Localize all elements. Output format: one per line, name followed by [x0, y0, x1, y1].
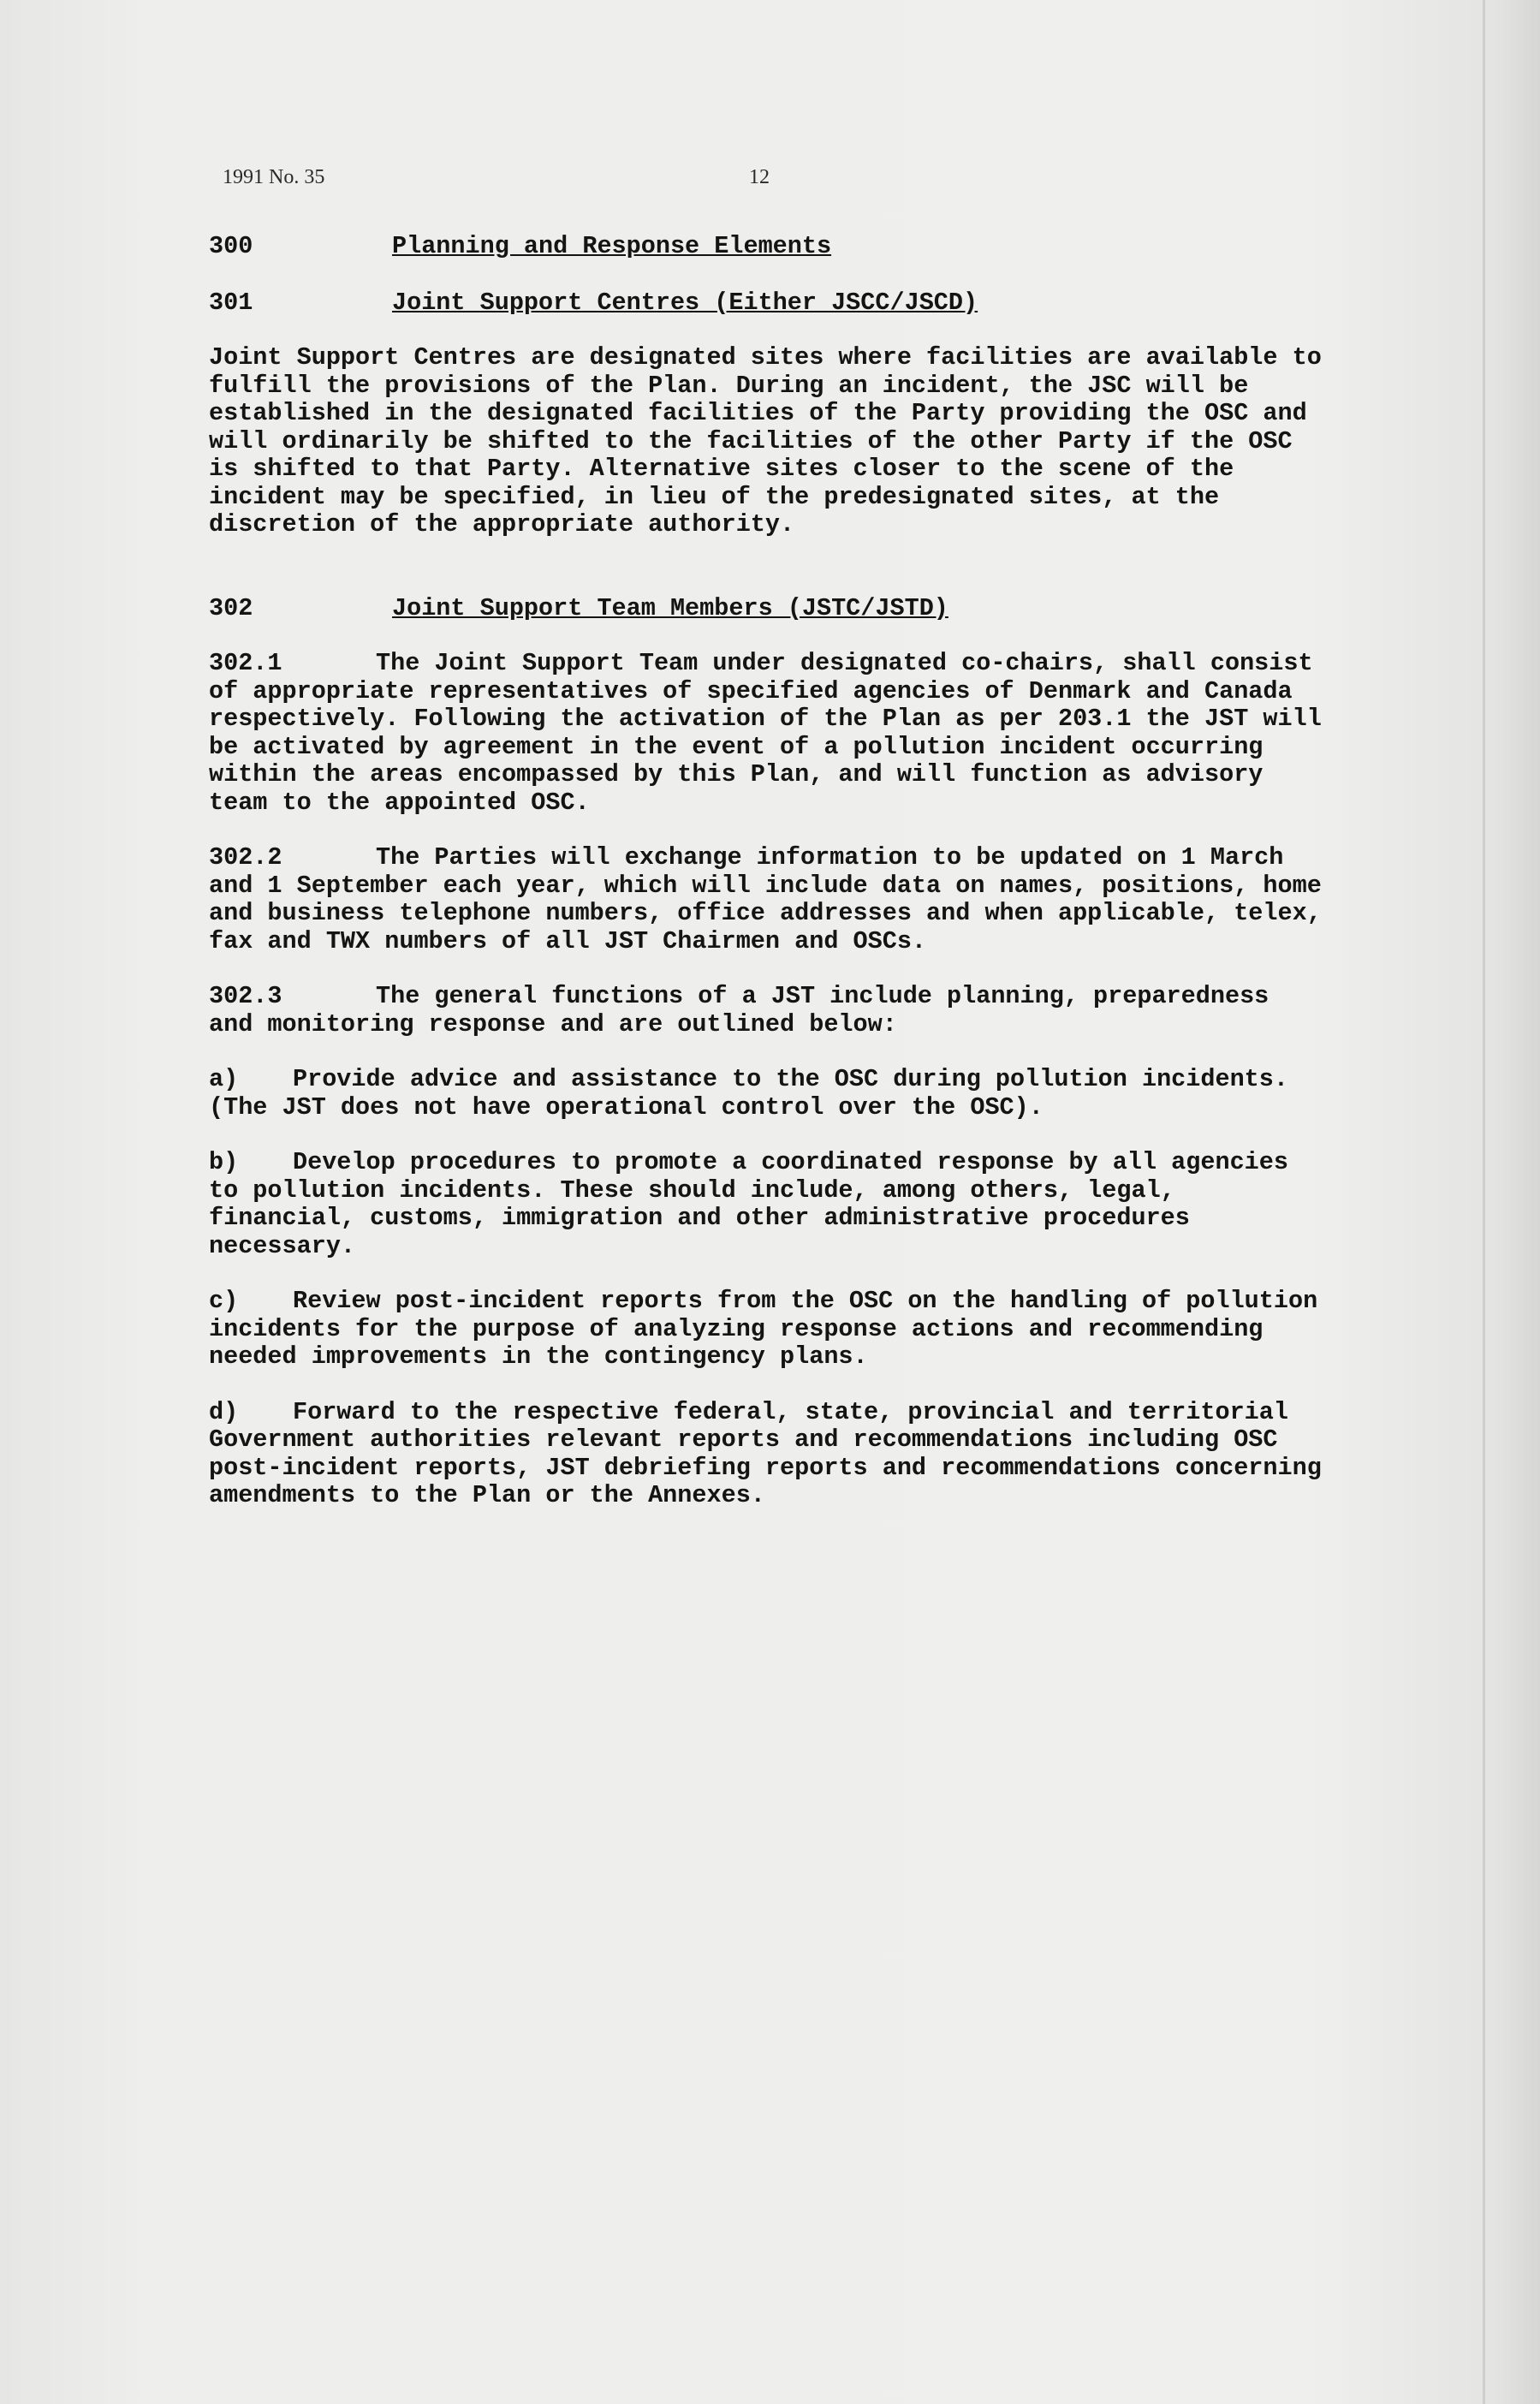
section-301-text: Joint Support Centres are designated sites where facilities are available to fulfill the provisions of the Plan. During an incident, the JSC will be established in the designated facilities of the Party providing the OSC and will ordinarily be shifted to the facilities of the other Party if the OSC is shifted to that Party. Alternative sites closer to the scene of the incident may be specified, in lieu of the predesignated sites, at the discretion of the appropriate authority.	[209, 343, 1322, 539]
paragraph-number: 302.1	[209, 649, 282, 677]
list-item-a	[209, 1066, 1322, 1122]
section-title: Joint Support Team Members (JSTC/JSTD)	[392, 593, 948, 622]
paragraph-text: The Parties will exchange information to be updated on 1 March and 1 September each year, which will include data on names, positions, home and business telephone numbers, office addresses and when applicable, telex, fax and TWX numbers of all JST Chairmen and OSCs.	[209, 843, 1322, 955]
page-header	[223, 166, 1317, 200]
section-number: 300	[209, 232, 253, 260]
statute-citation: 1991 No. 35	[223, 166, 325, 188]
paragraph-302-1	[209, 650, 1322, 817]
section-number: 302	[209, 593, 253, 622]
document-body	[209, 233, 1322, 1510]
paragraph-302-3	[209, 983, 1322, 1038]
page-edge-shadow	[1483, 0, 1485, 2404]
section-title: Joint Support Centres (Either JSCC/JSCD)	[392, 288, 978, 317]
list-item-label: b)	[209, 1148, 239, 1176]
list-item-label: c)	[209, 1287, 239, 1315]
section-heading-300	[209, 233, 1322, 261]
list-item-label: a)	[209, 1065, 239, 1093]
section-heading-301	[209, 289, 1322, 318]
list-item-d	[209, 1399, 1322, 1510]
section-heading-302	[209, 595, 1322, 623]
list-item-label: d)	[209, 1397, 239, 1426]
list-item-text: Review post-incident reports from the OSC on the handling of pollution incidents for the purpose of analyzing response actions and recommending needed improvements in the contingency plans.	[209, 1287, 1318, 1371]
paragraph-text: The general functions of a JST include planning, preparedness and monitoring response and are outlined below:	[209, 982, 1269, 1038]
list-item-text: Provide advice and assistance to the OSC during pollution incidents. (The JST does not have operational control over the OSC).	[209, 1065, 1288, 1122]
section-title: Planning and Response Elements	[392, 232, 832, 260]
paragraph-text: The Joint Support Team under designated co-chairs, shall consist of appropriate representatives of specified agencies of Denmark and Canada respectively. Following the activation of the Plan as per 203.1 the JST will be activated by agreement in the event of a pollution incident occurring within the areas encompassed by this Plan, and will function as advisory team to the appointed OSC.	[209, 649, 1322, 817]
paragraph-number: 302.2	[209, 843, 282, 872]
list-item-c	[209, 1288, 1322, 1372]
list-item-b	[209, 1149, 1322, 1260]
paragraph-number: 302.3	[209, 982, 282, 1010]
page-number: 12	[749, 166, 770, 188]
list-item-text: Forward to the respective federal, state, provincial and territorial Government authorities relevant reports and recommendations including OSC post-incident reports, JST debriefing reports and recommendations concerning amendments to the Plan or the Annexes.	[209, 1397, 1322, 1509]
list-item-text: Develop procedures to promote a coordinated response by all agencies to pollution incidents. These should include, among others, legal, financial, customs, immigration and other administrative procedures necessary.	[209, 1148, 1288, 1260]
paragraph-302-2	[209, 844, 1322, 955]
section-number: 301	[209, 288, 253, 317]
